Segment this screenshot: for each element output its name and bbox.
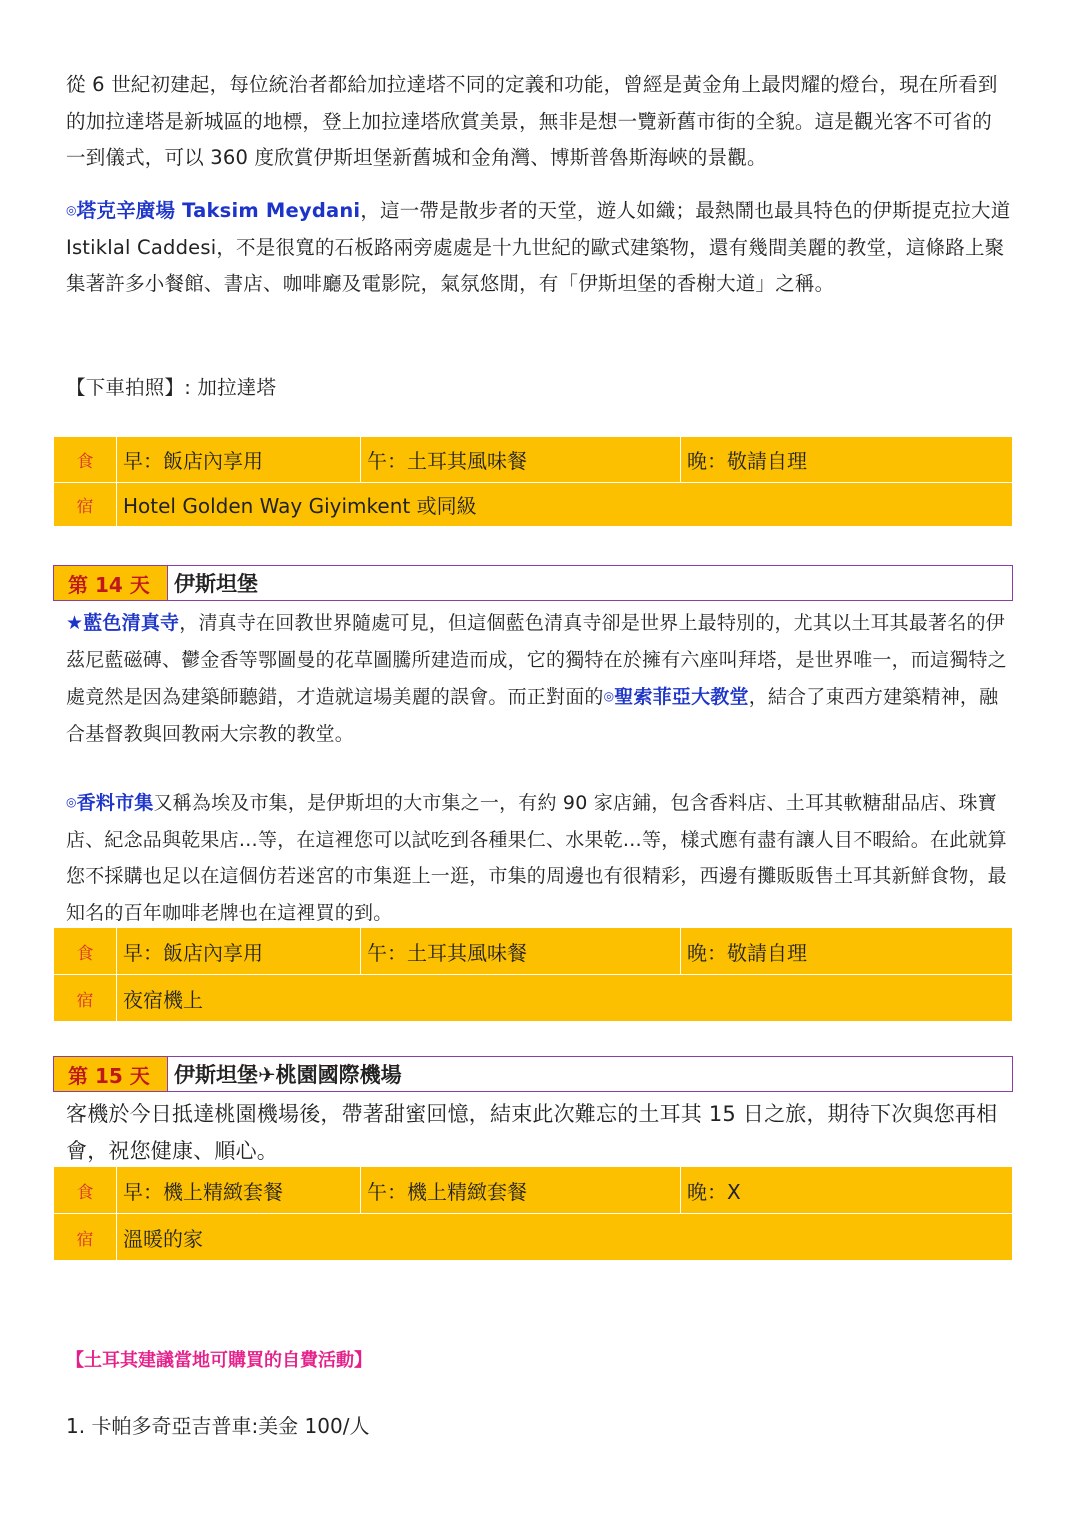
- stay: Hotel Golden Way Giyimkent 或同級: [117, 483, 1013, 527]
- circle-mark-icon: ◎: [66, 203, 77, 217]
- breakfast: 早：飯店內享用: [117, 928, 361, 975]
- taksim-highlight: 塔克辛廣場 Taksim Meydani: [76, 199, 361, 222]
- day15-number: 第 15 天: [54, 1057, 168, 1091]
- blue-mosque-highlight: 藍色清真寺: [83, 612, 180, 634]
- spice-market-text: 又稱為埃及市集，是伊斯坦的大市集之一，有約 90 家店鋪，包含香料店、土耳其軟糖甜品店、珠寶店、紀念品與乾果店…等，在這裡您可以試吃到各種果仁、水果乾…等，樣式應有盡有讓人目不暇給。在此就算您不採購也足以在這個仿若迷宮的市集逛上一逛，市集的周邊也有很精彩，西邊有攤販販售土耳其新鮮食物，最知名的百年咖啡老牌也在這裡買的到。: [66, 792, 1007, 924]
- stay-label: 宿: [54, 1214, 117, 1261]
- day15-header: [53, 1056, 1013, 1092]
- day14-meal-table: [53, 927, 1013, 1022]
- stay: 溫暖的家: [117, 1214, 1013, 1261]
- hagia-sophia-text: ，結合了東西方建築精神，融合基督教與回教兩大宗教的教堂。: [66, 686, 999, 745]
- day15-title: 伊斯坦堡✈桃園國際機場: [174, 1063, 402, 1087]
- day14-header: [53, 565, 1013, 601]
- galata-tower-paragraph: 從 6 世紀初建起，每位統治者都給加拉達塔不同的定義和功能，曾經是黃金角上最閃耀的燈台，現在所看到的加拉達塔是新城區的地標，登上加拉達塔欣賞美景，無非是想一覽新舊市街的全貌。這是觀光客不可省的一到儀式，可以 360 度欣賞伊斯坦堡新舊城和金角灣、博斯普魯斯海峽的景觀。: [66, 73, 998, 169]
- day15-meal-table: [53, 1166, 1013, 1261]
- lunch: 午：土耳其風味餐: [361, 928, 681, 975]
- lunch: 午：機上精緻套餐: [361, 1167, 681, 1214]
- meal-label: 食: [54, 928, 117, 975]
- breakfast: 早：飯店內享用: [117, 437, 361, 483]
- optional-activity-item: 1. 卡帕多奇亞吉普車:美金 100/人: [66, 1414, 370, 1438]
- lunch: 午：土耳其風味餐: [361, 437, 681, 483]
- optional-activities-heading: 【土耳其建議當地可購買的自費活動】: [66, 1350, 372, 1371]
- circle-mark-icon: ◎: [66, 795, 77, 809]
- star-icon: ★: [66, 612, 84, 634]
- stay-label: 宿: [54, 483, 117, 527]
- blue-mosque-text: ，清真寺在回教世界隨處可見，但這個藍色清真寺卻是世界上最特別的，尤其以土耳其最著名的伊茲尼藍磁磚、鬱金香等鄂圖曼的花草圖騰所建造而成，它的獨特在於擁有六座叫拜塔，是世界唯一，而這獨特之處竟然是因為建築師聽錯，才造就這場美麗的誤會。而正對面的: [66, 612, 1007, 708]
- day14-number: 第 14 天: [54, 566, 168, 600]
- spice-market-highlight: 香料市集: [76, 792, 154, 814]
- taksim-text: ，這一帶是散步者的天堂，遊人如織；最熱鬧也最具特色的伊斯提克拉大道 Istiklal Caddesi，不是很寬的石板路兩旁處處是十九世紀的歐式建築物，還有幾間美麗的教堂，這條路上聚集著許多小餐館、書店、咖啡廳及電影院，氣氛悠閒，有「伊斯坦堡的香榭大道」之稱。: [66, 199, 1011, 295]
- breakfast: 早：機上精緻套餐: [117, 1167, 361, 1214]
- circle-mark-icon: ◎: [603, 689, 615, 703]
- dinner: 晚：X: [681, 1167, 1013, 1214]
- taksim-paragraph: [66, 192, 1011, 303]
- day13-meal-table: [53, 436, 1013, 527]
- meal-label: 食: [54, 1167, 117, 1214]
- hagia-sophia-highlight: 聖索菲亞大教堂: [614, 686, 749, 708]
- day15-paragraph: 客機於今日抵達桃園機場後，帶著甜蜜回憶，結束此次難忘的土耳其 15 日之旅，期待下次與您再相會，祝您健康、順心。: [66, 1102, 998, 1163]
- spice-market-paragraph: [66, 784, 1011, 931]
- blue-mosque-paragraph: [66, 605, 1011, 752]
- dinner: 晚：敬請自理: [681, 928, 1013, 975]
- stay-label: 宿: [54, 975, 117, 1022]
- meal-label: 食: [54, 437, 117, 483]
- stay: 夜宿機上: [117, 975, 1013, 1022]
- photo-stop: 【下車拍照】: 加拉達塔: [66, 376, 277, 399]
- day14-title: 伊斯坦堡: [174, 572, 258, 596]
- dinner: 晚：敬請自理: [681, 437, 1013, 483]
